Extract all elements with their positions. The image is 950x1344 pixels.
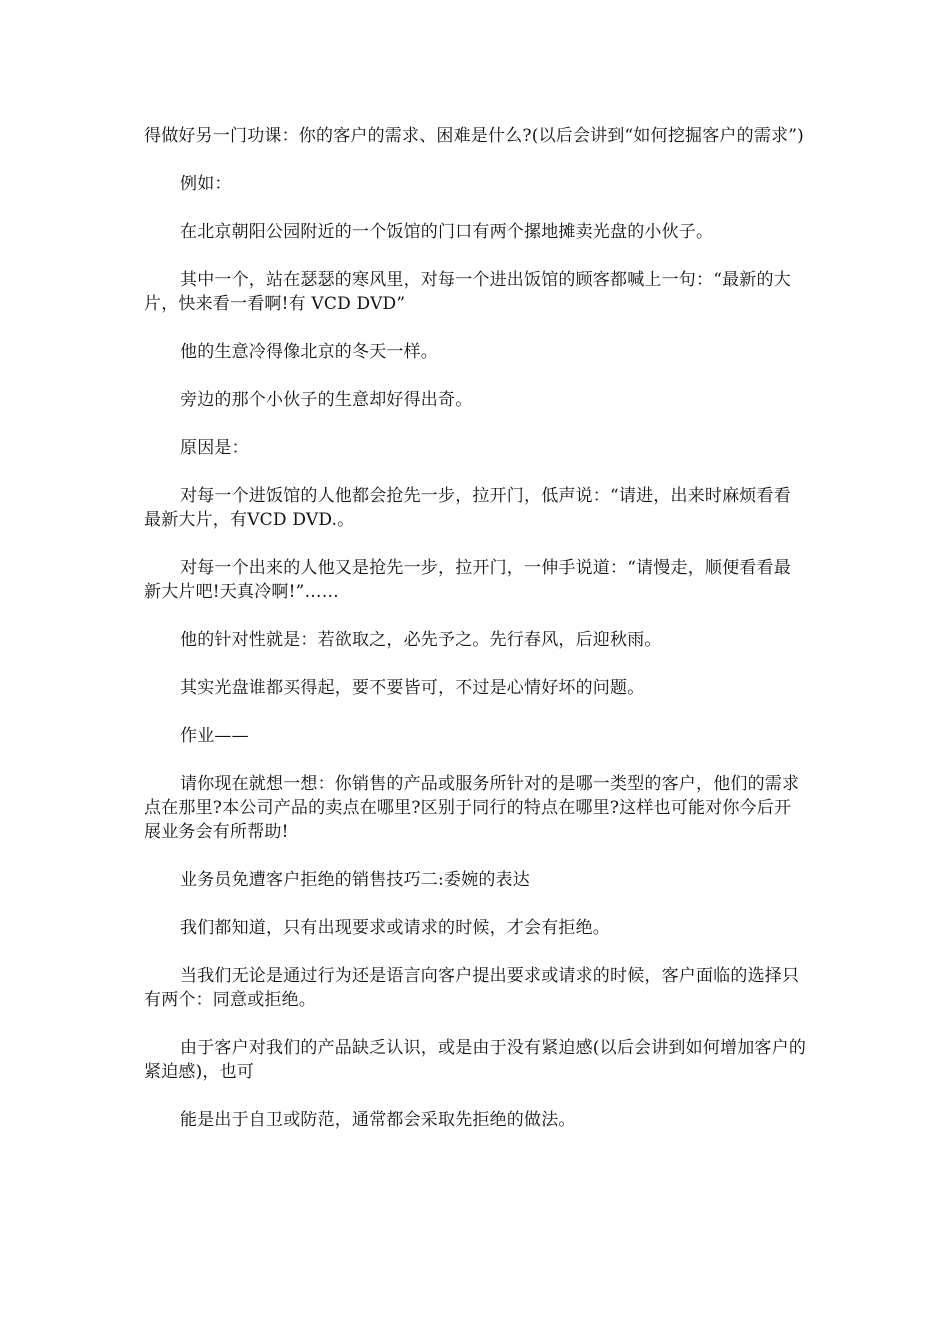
paragraph-7: 原因是： [180,438,249,458]
paragraph-8: 对每一个进饭馆的人他都会抢先一步，拉开门，低声说：“请进，出来时麻烦看看最新大片，有VCD DVD.。 [144,486,791,530]
paragraph-15: 我们都知道，只有出现要求或请求的时候，才会有拒绝。 [180,918,610,938]
paragraph-6: 旁边的那个小伙子的生意却好得出奇。 [180,390,473,410]
paragraph-1: 得做好另一门功课：你的客户的需求、困难是什么?(以后会讲到“如何挖掘客户的需求”) [144,126,804,146]
paragraph-18: 能是出于自卫或防范，通常都会采取先拒绝的做法。 [180,1110,576,1130]
paragraph-5: 他的生意冷得像北京的冬天一样。 [180,342,438,362]
paragraph-12: 作业—— [180,726,249,746]
paragraph-13: 请你现在就想一想：你销售的产品或服务所针对的是哪一类型的客户，他们的需求点在那里?本公司产品的卖点在哪里?区别于同行的特点在哪里?这样也可能对你今后开展业务会有所帮助! [144,774,800,842]
paragraph-9: 对每一个出来的人他又是抢先一步，拉开门，一伸手说道：“请慢走，顺便看看最新大片吧!天真冷啊!”…… [144,558,791,602]
paragraph-4: 其中一个，站在瑟瑟的寒风里，对每一个进出饭馆的顾客都喊上一句：“最新的大片，快来看一看啊!有 VCD DVD” [144,270,791,314]
paragraph-3: 在北京朝阳公园附近的一个饭馆的门口有两个摞地摊卖光盘的小伙子。 [180,222,714,242]
document-page [144,124,808,1156]
paragraph-2: 例如： [180,174,232,194]
paragraph-17: 由于客户对我们的产品缺乏认识，或是由于没有紧迫感(以后会讲到如何增加客户的紧迫感)，也可 [144,1038,807,1082]
paragraph-16: 当我们无论是通过行为还是语言向客户提出要求或请求的时候，客户面临的选择只有两个：同意或拒绝。 [144,966,800,1010]
section-heading: 业务员免遭客户拒绝的销售技巧二:委婉的表达 [180,870,530,890]
paragraph-11: 其实光盘谁都买得起，要不要皆可，不过是心情好坏的问题。 [180,678,645,698]
paragraph-10: 他的针对性就是：若欲取之，必先予之。先行春风，后迎秋雨。 [180,630,662,650]
